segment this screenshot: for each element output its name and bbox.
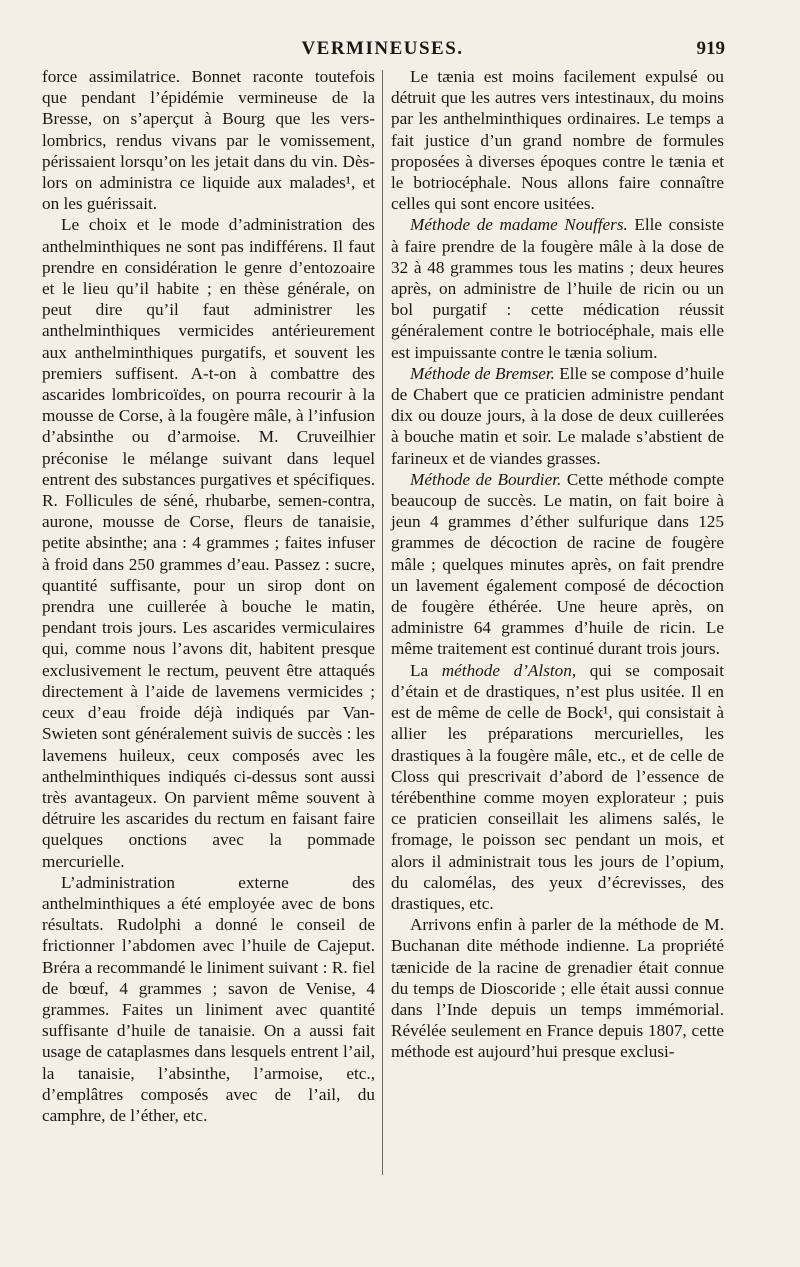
paragraph [391,660,724,914]
paragraph: Arrivons enfin à parler de la méthode de M. Buchanan dite méthode indienne. La propriété tænicide de la racine de grenadier était connue du temps de Dioscoride ; elle était aussi connue dans l’Inde depuis un temps immémorial. Révélée seulement en France depuis 1807, cette méthode est aujourd’hui presque exclusi- [391,915,724,1062]
paragraph [391,363,724,469]
paragraph: Le tænia est moins facilement expulsé ou détruit que les autres vers intestinaux, du moins par les anthelminthiques ordinaires. Le temps a fait justice d’un grand nombre de formules proposées à diverses époques contre le tænia et le botriocéphale. Nous allons faire connaître celles qui sont encore usitées. [391,67,724,214]
page-number: 919 [696,38,725,59]
method-title: Méthode de Bremser. [410,363,555,383]
paragraph-text: La [410,660,442,680]
method-title: méthode d’Alston, [441,660,577,680]
paragraph [391,469,724,660]
column-divider [382,70,383,1175]
paragraph-text: Cette méthode compte beaucoup de succès. Le matin, on fait boire à jeun 4 grammes d’éther sulfurique dans 125 grammes de décoction de racine de fougère mâle ; quelques minutes après, on fait prendre un lavement également composé de décoction de fougère éthérée. Une heure après, on administre 64 grammes d’huile de ricin. Le même traitement est continué durant trois jours. [391,469,724,659]
method-title: Méthode de Bourdier. [410,469,562,489]
paragraph: force assimilatrice. Bonnet raconte toutefois que pendant l’épidémie vermineuse de la Bresse, on s’aperçut à Bourg que les vers-lombrics, rendus vivans par le vomissement, périssaient lorsqu’on les jetait dans du vin. Dès-lors on administra ce liquide aux malades¹, et on les guérissait. [42,67,375,214]
right-column [391,66,724,1063]
paragraph: L’administration externe des anthelminthiques a été employée avec de bons résultats. Rudolphi a donné le conseil de frictionner l’abdomen avec l’huile de Cajeput. Bréra a recommandé le liniment suivant : R. fiel de bœuf, 4 grammes ; savon de Venise, 4 grammes. Faites un liniment avec quantité suffisante d’huile de tanaisie. On a aussi fait usage de cataplasmes dans lesquels entrent l’ail, la tanaisie, l’absinthe, l’armoise, etc., d’emplâtres composés avec de l’ail, du camphre, de l’éther, etc. [42,872,375,1125]
paragraph: Le choix et le mode d’administration des anthelminthiques ne sont pas indifférens. Il faut prendre en considération le genre d’entozoaire et le lieu qu’il habite ; en thèse générale, on peut dire qu’il faut administrer les anthelminthiques vermicides antérieurement aux anthelminthiques purgatifs, et souvent les premiers suffisent. A-t-on à combattre des ascarides lombricoïdes, on pourra recourir à la mousse de Corse, à la fougère mâle, à l’infusion d’absinthe ou d’armoise. M. Cruveilhier préconise le mélange suivant dans lequel entrent des substances purgatives et spécifiques. R. Follicules de séné, rhubarbe, semen-contra, aurone, mousse de Corse, fleurs de tanaisie, petite absinthe; ana : 4 grammes ; faites infuser à froid dans 250 grammes d’eau. Passez : sucre, quantité suffisante, pour un sirop dont on prendra une cuillerée à bouche le matin, pendant trois jours. Les ascarides vermiculaires qui, comme nous l’avons dit, habitent presque exclusivement le rectum, peuvent être attaqués directement à l’aide de lavemens vermicides ; ceux d’eau froide déjà indiqués par Van-Swieten sont généralement suivis de succès : les lavemens huileux, ceux composés avec les anthelminthiques indiqués ci-dessus sont aussi très avantageux. On parvient même souvent à détruire les ascarides du rectum en faisant faire quelques onctions avec la pommade mercurielle. [42,215,375,871]
running-title: VERMINEUSES. [301,38,464,59]
paragraph [391,214,724,362]
method-title: Méthode de madame Nouffers. [410,215,628,235]
left-column [42,66,375,1126]
running-header [40,38,725,66]
paragraph-text: qui se composait d’étain et de drastiques, n’est plus usitée. Il en est de même de celle de Bock¹, qui consistait à allier les préparations mercurielles, les drastiques à la fougère mâle, etc., et de celle de Closs qui prescrivait d’abord de l’essence de térébenthine comme moyen explorateur ; puis ce praticien conseillait les alimens salés, le fromage, le poisson sec pendant un mois, et alors il administrait tous les jours de l’opium, du calomélas, des yeux d’écrevisses, des drastiques, etc. [391,660,724,913]
paragraph-text: Elle se compose d’huile de Chabert que ce praticien administre pendant dix ou douze jours, à la dose de deux cuillerées à bouche matin et soir. Le malade s’abstient de farineux et de viandes grasses. [391,363,724,468]
paragraph-text: Elle consiste à faire prendre de la fougère mâle à la dose de 32 à 48 grammes tous les matins ; deux heures après, on administre de l’huile de ricin ou un bol purgatif : cette médication réussit généralement contre le botriocéphale, mais elle est impuissante contre le tænia solium. [391,215,725,362]
